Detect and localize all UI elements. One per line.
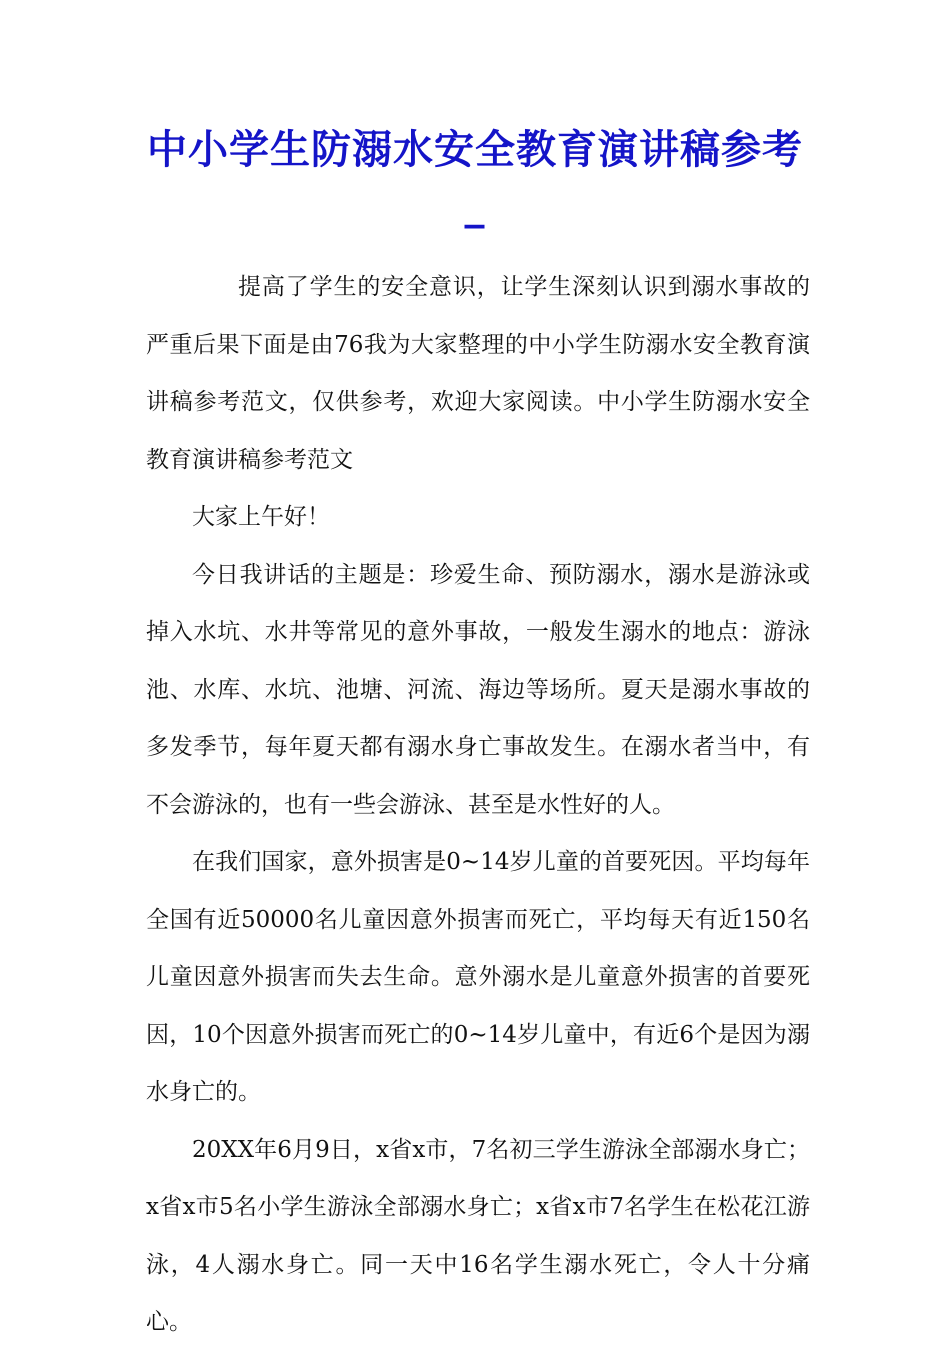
intro-paragraph: 提高了学生的安全意识，让学生深刻认识到溺水事故的严重后果下面是由76我为大家整理的中小学生防溺水安全教育演讲稿参考范文，仅供参考，欢迎大家阅读。中小学生防溺水安全教育演讲稿参考范文 — [146, 274, 810, 473]
body-paragraph: 20XX年6月9日，x省x市，7名初三学生游泳全部溺水身亡；x省x市5名小学生游泳全部溺水身亡；x省x市7名学生在松花江游泳，4人溺水身亡。同一天中16名学生溺水死亡，令人十分痛心。 — [146, 1136, 810, 1335]
body-paragraph: 今日我讲话的主题是：珍爱生命、预防溺水，溺水是游泳或掉入水坑、水井等常见的意外事故，一般发生溺水的地点：游泳池、水库、水坑、池塘、河流、海边等场所。夏天是溺水事故的多发季节，每年夏天都有溺水身亡事故发生。在溺水者当中，有不会游泳的，也有一些会游泳、甚至是水性好的人。 — [146, 561, 810, 818]
document-title: 中小学生防溺水安全教育演讲稿参考_ — [147, 126, 803, 229]
greeting-paragraph: 大家上午好！ — [192, 504, 330, 530]
body-paragraph: 在我们国家，意外损害是0~14岁儿童的首要死因。平均每年全国有近50000名儿童因意外损害而死亡，平均每天有近150名儿童因意外损害而失去生命。意外溺水是儿童意外损害的首要死因，10个因意外损害而死亡的0~14岁儿童中，有近6个是因为溺水身亡的。 — [146, 849, 810, 1105]
document-body — [146, 259, 810, 1352]
